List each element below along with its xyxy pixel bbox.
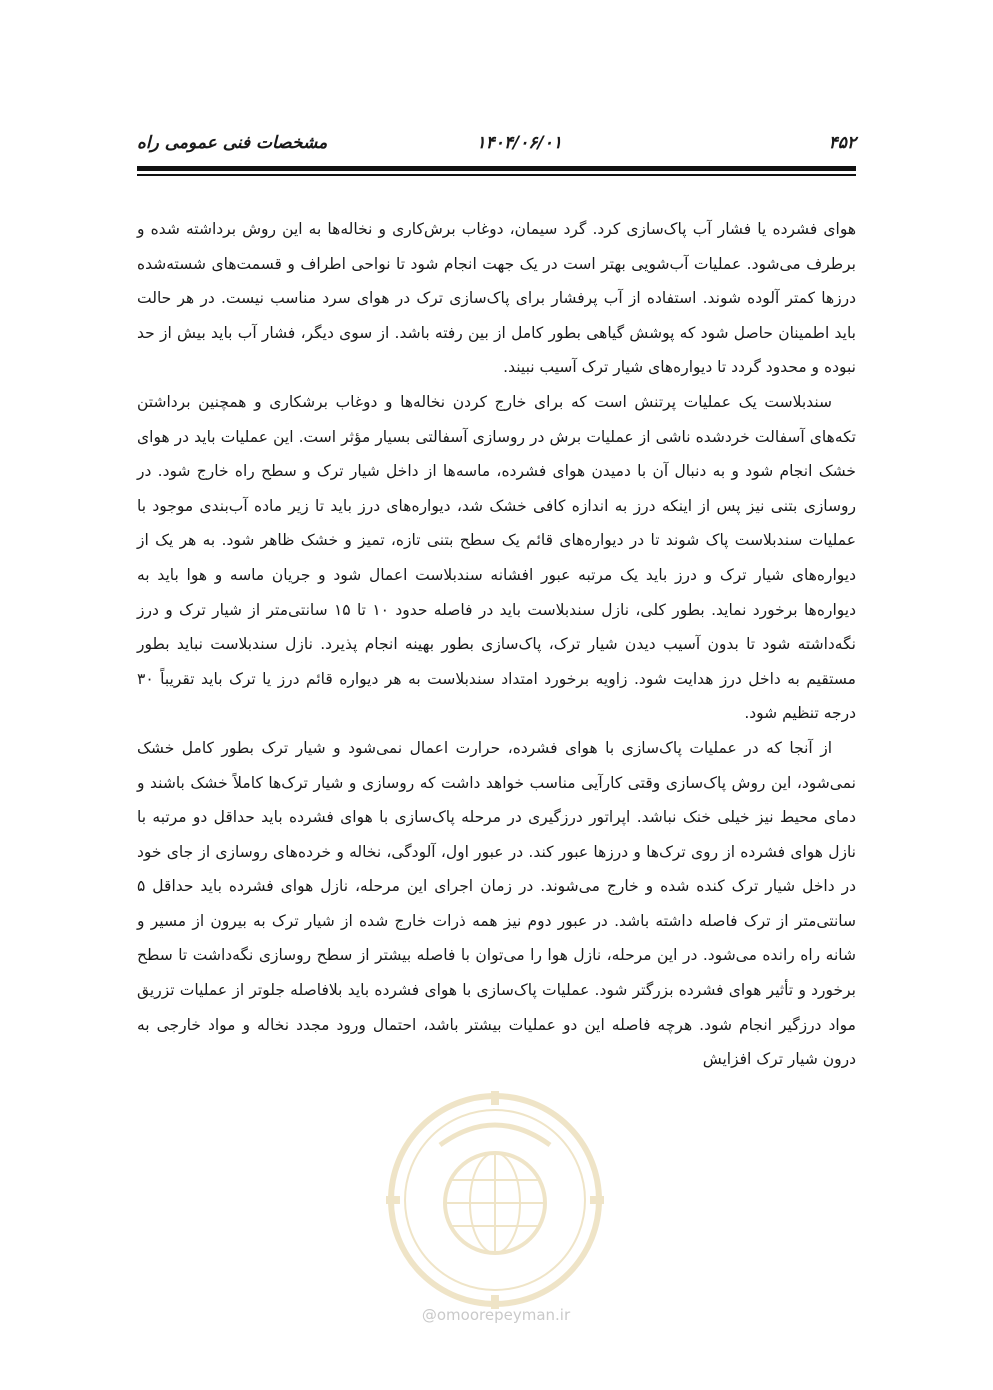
at-icon: @ [421, 1306, 437, 1324]
watermark-url-text: omoorepeyman.ir [436, 1306, 571, 1324]
header-date: ۱۴۰۴/۰۶/۰۱ [476, 133, 562, 153]
watermark-url [396, 1306, 596, 1324]
header-title: مشخصات فنی عمومی راه [137, 133, 328, 153]
paragraph-3: از آنجا که در عملیات پاک‌سازی با هوای فشرده، حرارت اعمال نمی‌شود و شیار ترک بطور کامل خشک نمی‌شود، این روش پاک‌سازی وقتی کارآیی مناسب خواهد داشت که روسازی و شیار ترک‌ها کاملاً خشک باشند و دمای محیط نیز خیلی خنک نباشد. اپراتور درزگیری در مرحله پاک‌سازی با هوای فشرده باید حداقل دو مرتبه با نازل هوای فشرده از روی ترک‌ها و درزها عبور کند. در عبور اول، آلودگی، نخاله و خرده‌های روسازی از جای خود در داخل شیار ترک کنده شده و خارج می‌شوند. در زمان اجرای این مرحله، نازل هوای فشرده باید حداقل ۵ سانتی‌متر از ترک فاصله داشته باشد. در عبور دوم نیز همه ذرات خارج شده از شیار ترک به بیرون از مسیر و شانه راه رانده می‌شود. در این مرحله، نازل هوا را می‌توان با فاصله بیشتر از سطح روسازی نگه‌داشت تا سطح برخورد و تأثیر هوای فشرده بزرگتر شود. عملیات پاک‌سازی با هوای فشرده باید بلافاصله جلوتر از عملیات تزریق مواد درزگیر انجام شود. هرچه فاصله این دو عملیات بیشتر باشد، احتمال ورود مجدد نخاله و مواد خارجی به درون شیار ترک افزایش [137, 738, 856, 1069]
page-number: ۴۵۲ [828, 133, 856, 153]
watermark-logo-icon [380, 1085, 610, 1315]
paragraph-2: سندبلاست یک عملیات پرتنش است که برای خارج کردن نخاله‌ها و دوغاب برشکاری و همچنین برداشتن تکه‌های آسفالت خردشده ناشی از عملیات برش در روسازی آسفالتی بسیار مؤثر است. این عملیات باید در هوای خشک انجام شود و به دنبال آن با دمیدن هوای فشرده، ماسه‌ها از داخل شیار ترک و سطح راه خارج شود. در روسازی بتنی نیز پس از اینکه درز به اندازه کافی خشک شد، دیواره‌های درز باید تا زیر ماده آب‌بندی موجود با عملیات سندبلاست پاک شوند تا در دیواره‌های قائم یک سطح بتنی تازه، تمیز و خشک ظاهر شود. به هر یک از دیواره‌های شیار ترک و درز باید یک مرتبه عبور افشانه سندبلاست اعمال شود و جریان ماسه و هوا باید به دیواره‌ها برخورد نماید. بطور کلی، نازل سندبلاست باید در فاصله حدود ۱۰ تا ۱۵ سانتی‌متر از شیار ترک و درز نگه‌داشته شود تا بدون آسیب دیدن شیار ترک، پاک‌سازی بطور بهینه انجام پذیرد. نازل سندبلاست نباید بطور مستقیم به داخل درز هدایت شود. زاویه برخورد امتداد سندبلاست به هر دیواره قائم درز یا ترک باید تقریباً ۳۰ درجه تنظیم شود. [137, 392, 856, 723]
header-rule-thin [137, 174, 856, 176]
page-header [137, 130, 856, 160]
body-text [137, 212, 856, 1077]
paragraph-1: هوای فشرده یا فشار آب پاک‌سازی کرد. گرد سیمان، دوغاب برش‌کاری و نخاله‌ها به این روش برداشته شده و برطرف می‌شود. عملیات آب‌شویی بهتر است در یک جهت انجام شود تا نواحی اطراف و قسمت‌های شسته‌شده درزها کمتر آلوده شوند. استفاده از آب پرفشار برای پاک‌سازی ترک در هوای سرد مناسب نیست. در هر حالت باید اطمینان حاصل شود که پوشش گیاهی بطور کامل از بین رفته باشد. از سوی دیگر، فشار آب باید بیش از حد نبوده و محدود گردد تا دیواره‌های شیار ترک آسیب نبیند. [137, 220, 856, 377]
header-rule-thick [137, 166, 856, 171]
